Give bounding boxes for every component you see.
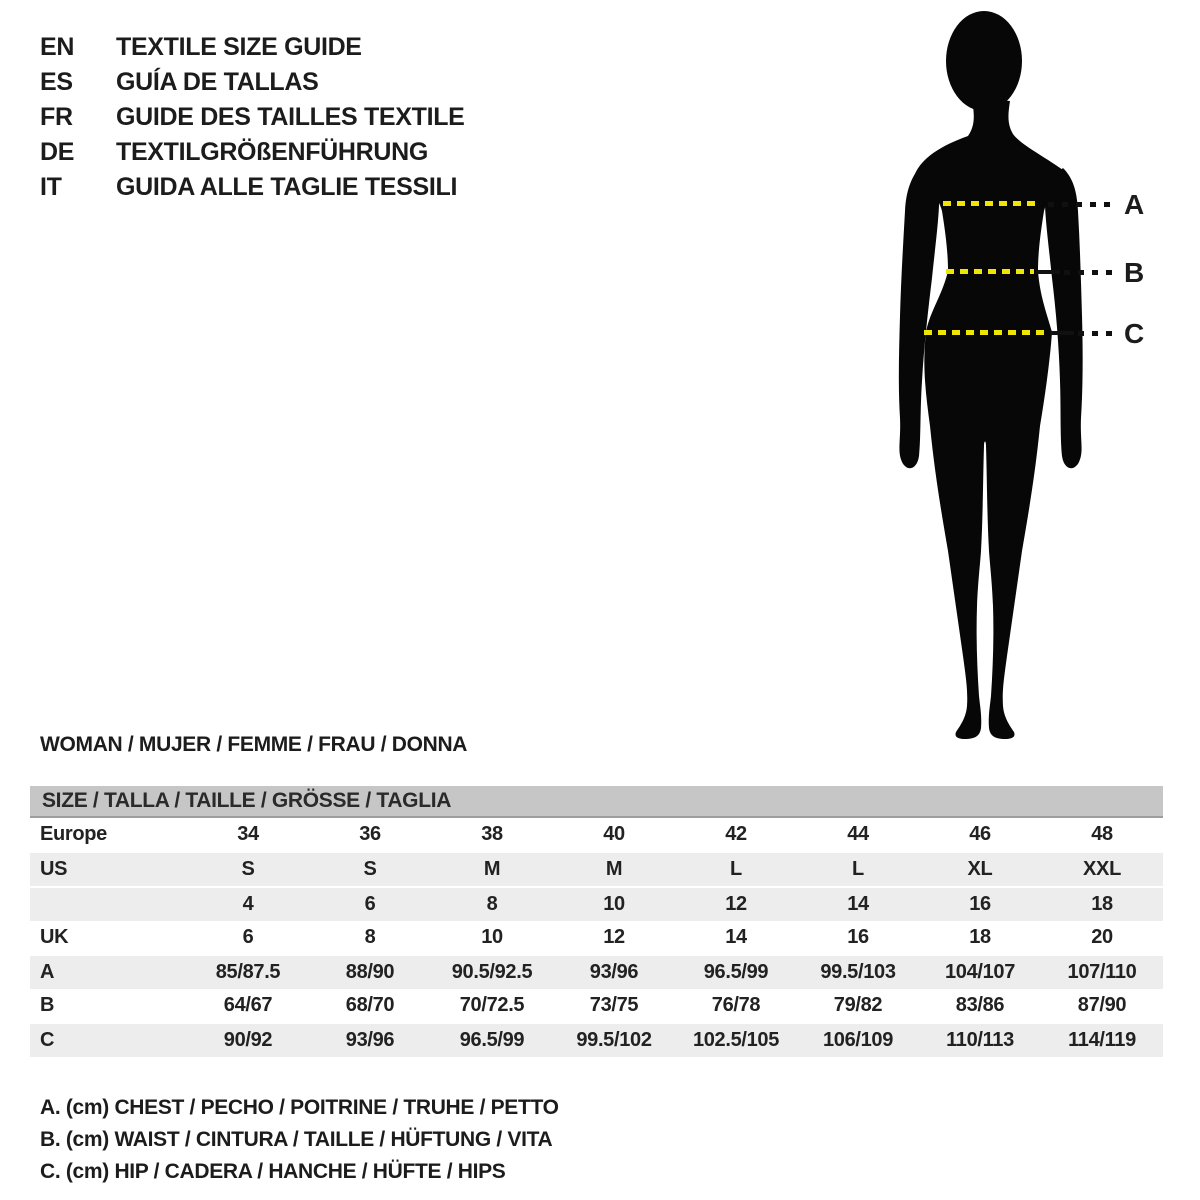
size-cell: XXL (1083, 858, 1121, 880)
chest-leader-dots (1048, 202, 1114, 207)
woman-silhouette-figure (880, 6, 1095, 741)
size-cell: S (241, 858, 255, 880)
size-cell: 96.5/99 (459, 1029, 525, 1051)
waist-measure-dash (946, 269, 1034, 274)
lang-title: TEXTILE SIZE GUIDE (116, 33, 362, 61)
size-table-section (30, 786, 1163, 1057)
row-label: US (40, 858, 68, 880)
waist-leader-stub (1036, 270, 1060, 274)
size-cell: 110/113 (946, 1029, 1014, 1051)
size-cell: 90.5/92.5 (451, 961, 533, 983)
size-table-row-uk (30, 921, 1163, 955)
size-cell: S (363, 858, 377, 880)
size-cell: 18 (969, 926, 991, 948)
lang-code: IT (40, 173, 62, 201)
size-cell: L (730, 858, 742, 880)
size-table-row-a (30, 955, 1163, 989)
lang-row-de (40, 135, 465, 170)
size-cell: 73/75 (589, 994, 639, 1016)
size-cell: 102.5/105 (692, 1029, 780, 1051)
hip-leader-stub (1050, 331, 1074, 335)
waist-leader-dots (1064, 270, 1114, 275)
size-cell: 99.5/102 (576, 1029, 652, 1051)
size-cell: 4 (242, 893, 254, 915)
woman-silhouette-svg (880, 6, 1095, 741)
size-cell: 90/92 (223, 1029, 273, 1051)
size-cell: 18 (1091, 893, 1113, 915)
size-cell: M (605, 858, 623, 880)
size-cell: 10 (603, 893, 625, 915)
size-cell: 114/119 (1068, 1029, 1136, 1051)
lang-row-fr (40, 100, 465, 135)
size-cell: 16 (969, 893, 991, 915)
size-cell: 36 (359, 823, 381, 845)
marker-label-a: A (1124, 189, 1144, 220)
size-cell: 44 (847, 823, 869, 845)
lang-title: TEXTILGRÖßENFÜHRUNG (116, 138, 428, 166)
size-table-row-europe (30, 818, 1163, 852)
size-cell: 85/87.5 (215, 961, 281, 983)
hip-leader-dots (1078, 331, 1114, 336)
row-label (30, 887, 187, 921)
row-label: B (40, 994, 55, 1016)
marker-label-b: B (1124, 257, 1144, 288)
size-cell: 64/67 (223, 994, 273, 1016)
size-cell: 10 (481, 926, 503, 948)
size-cell: 83/86 (955, 994, 1005, 1016)
size-cell: 8 (364, 926, 376, 948)
legend-line-hip: C. (cm) HIP / CADERA / HANCHE / HÜFTE / HIPS (40, 1160, 506, 1183)
size-cell: 93/96 (345, 1029, 395, 1051)
language-title-list (40, 30, 465, 205)
size-cell: 16 (847, 926, 869, 948)
size-cell: 107/110 (1067, 961, 1137, 983)
size-cell: 99.5/103 (820, 961, 896, 983)
size-cell: XL (967, 858, 993, 880)
row-label: C (40, 1029, 55, 1051)
section-heading-woman: WOMAN / MUJER / FEMME / FRAU / DONNA (40, 733, 468, 756)
lang-title: GUÍA DE TALLAS (116, 68, 319, 96)
size-cell: M (483, 858, 501, 880)
size-cell: 14 (847, 893, 869, 915)
size-cell: 46 (969, 823, 991, 845)
silhouette-right-arm (1045, 168, 1083, 468)
size-cell: 104/107 (944, 961, 1016, 983)
size-cell: 79/82 (833, 994, 883, 1016)
size-cell: 106/109 (822, 1029, 894, 1051)
silhouette-head (946, 11, 1022, 111)
size-cell: 96.5/99 (703, 961, 769, 983)
lang-row-it (40, 170, 465, 205)
legend-line-chest: A. (cm) CHEST / PECHO / POITRINE / TRUHE / PETTO (40, 1096, 559, 1119)
size-cell: 48 (1091, 823, 1113, 845)
size-cell: 70/72.5 (459, 994, 525, 1016)
lang-title: GUIDA ALLE TAGLIE TESSILI (116, 173, 458, 201)
size-cell: 8 (486, 893, 498, 915)
measurement-legend (40, 1092, 559, 1188)
size-table-row-us (30, 852, 1163, 887)
lang-code: FR (40, 103, 73, 131)
lang-title: GUIDE DES TAILLES TEXTILE (116, 103, 465, 131)
size-cell: 40 (603, 823, 625, 845)
row-label: UK (40, 926, 69, 948)
lang-code: ES (40, 68, 73, 96)
size-table-row-c (30, 1023, 1163, 1057)
size-table-row-us-numeric (30, 887, 1163, 921)
marker-label-c: C (1124, 318, 1144, 349)
row-label: Europe (40, 823, 107, 845)
size-cell: 12 (725, 893, 747, 915)
size-cell: 88/90 (345, 961, 395, 983)
chest-measure-dash (943, 201, 1041, 206)
size-cell: 6 (364, 893, 376, 915)
lang-code: DE (40, 138, 75, 166)
size-cell: 87/90 (1077, 994, 1127, 1016)
size-cell: 12 (603, 926, 625, 948)
lang-code: EN (40, 33, 75, 61)
lang-row-es (40, 65, 465, 100)
size-cell: 93/96 (589, 961, 639, 983)
size-cell: 68/70 (345, 994, 395, 1016)
row-label: A (40, 961, 55, 983)
size-cell: 38 (481, 823, 503, 845)
size-cell: 42 (725, 823, 747, 845)
legend-line-waist: B. (cm) WAIST / CINTURA / TAILLE / HÜFTUNG / VITA (40, 1128, 553, 1151)
size-cell: 20 (1091, 926, 1113, 948)
size-cell: 34 (237, 823, 259, 845)
size-table-row-b (30, 989, 1163, 1023)
lang-row-en (40, 30, 465, 65)
size-cell: L (852, 858, 864, 880)
size-cell: 14 (725, 926, 747, 948)
size-cell: 6 (242, 926, 254, 948)
size-table (30, 818, 1163, 1057)
hip-measure-dash (924, 330, 1048, 335)
size-table-header: SIZE / TALLA / TAILLE / GRÖSSE / TAGLIA (30, 786, 1163, 818)
size-cell: 76/78 (711, 994, 761, 1016)
